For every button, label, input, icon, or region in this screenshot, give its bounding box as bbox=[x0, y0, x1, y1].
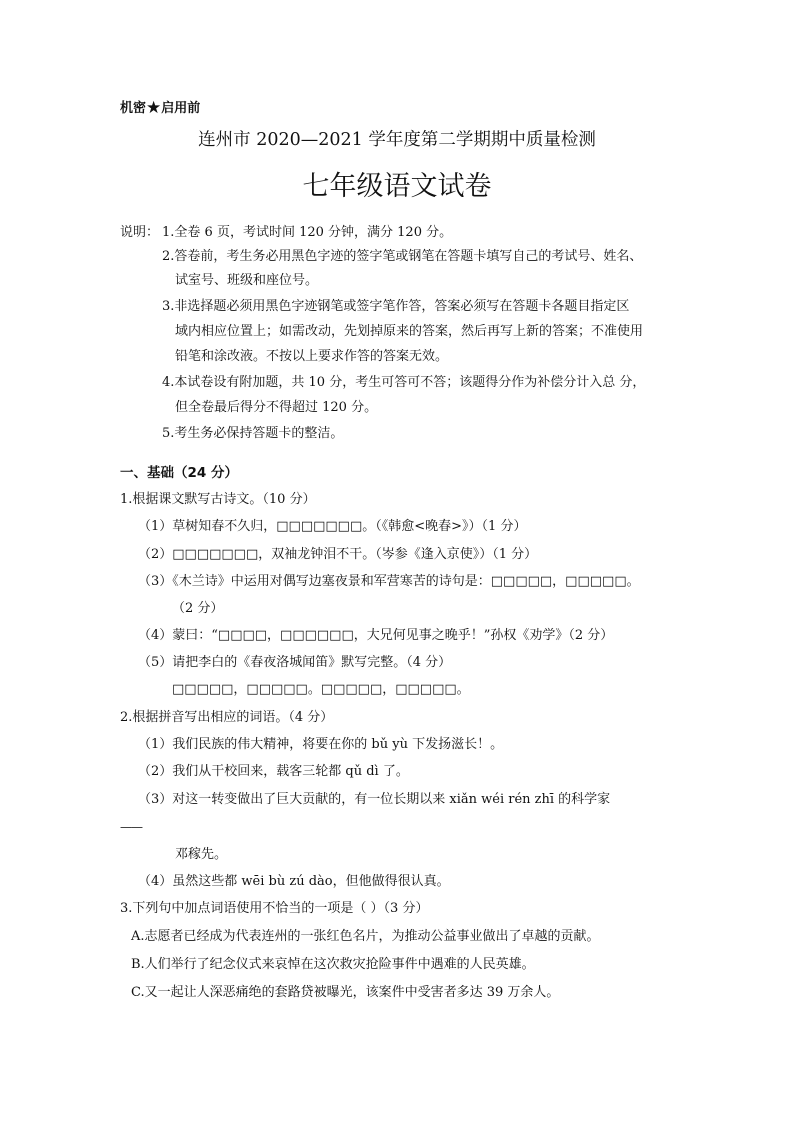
question-1-item: （1）草树知春不久归，□□□□□□□。（《韩愈<晚春>》）（1 分） bbox=[138, 519, 527, 534]
question-1-item: （4）蒙曰：“□□□□，□□□□□□，大兄何见事之晚乎！”孙权《劝学》（2 分） bbox=[138, 628, 614, 643]
instructions-label: 说明： bbox=[120, 225, 160, 240]
question-2-item: （2）我们从干校回来，载客三轮都 qǔ dì 了。 bbox=[138, 764, 409, 779]
instruction-line: 域内相应位置上；如需改动，先划掉原来的答案，然后再写上新的答案；不准使用 bbox=[175, 324, 644, 339]
instruction-line: 3.非选择题必须用黑色字迹钢笔或签字笔作答，答案必须写在答题卡各题目指定区 bbox=[162, 299, 630, 314]
question-1-stem: 1.根据课文默写古诗文。（10 分） bbox=[120, 492, 316, 507]
question-2-item: —— bbox=[120, 820, 142, 834]
question-1-item: （3）《木兰诗》中运用对偶写边塞夜景和军营寒苦的诗句是：□□□□□，□□□□□。 bbox=[138, 574, 640, 589]
question-3-stem: 3.下列句中加点词语使用不恰当的一项是（ ）（3 分） bbox=[120, 901, 429, 916]
question-1-item: □□□□□，□□□□□。□□□□□，□□□□□。 bbox=[172, 682, 470, 697]
question-1-item: （2 分） bbox=[172, 601, 224, 616]
instruction-line: 4.本试卷设有附加题，共 10 分，考生可答可不答；该题得分作为补偿分计入总 分， bbox=[162, 375, 646, 390]
question-3-option-b: B.人们举行了纪念仪式来哀悼在这次救灾抢险事件中遇难的人民英雄。 bbox=[131, 957, 535, 972]
instruction-line: 铅笔和涂改液。不按以上要求作答的答案无效。 bbox=[175, 349, 449, 364]
question-2-stem: 2.根据拼音写出相应的词语。（4 分） bbox=[120, 710, 334, 725]
instruction-line: 试室号、班级和座位号。 bbox=[175, 273, 319, 288]
question-1-item: （2）□□□□□□□，双袖龙钟泪不干。（岑参《逢入京使》）（1 分） bbox=[138, 547, 538, 562]
question-3-option-a: A.志愿者已经成为代表连州的一张红色名片，为推动公益事业做出了卓越的贡献。 bbox=[131, 929, 600, 944]
star-icon: ★ bbox=[146, 98, 162, 118]
exam-subtitle: 连州市 2020—2021 学年度第二学期期中质量检测 bbox=[198, 130, 596, 150]
question-2-item: （3）对这一转变做出了巨大贡献的，有一位长期以来 xiǎn wéi rén zhī 的科学家 bbox=[138, 792, 611, 807]
instruction-line: 但全卷最后得分不得超过 120 分。 bbox=[175, 400, 378, 415]
section-heading: 一、基础（24 分） bbox=[120, 465, 238, 481]
instruction-line: 5.考生务必保持答题卡的整洁。 bbox=[162, 426, 344, 441]
question-2-item: 邓稼先。 bbox=[175, 847, 228, 862]
question-3-option-c: C.又一起让人深恶痛绝的套路贷被曝光，该案件中受害者多达 39 万余人。 bbox=[131, 985, 560, 1000]
instruction-line: 1.全卷 6 页，考试时间 120 分钟，满分 120 分。 bbox=[162, 225, 453, 240]
secret-suffix: 启用前 bbox=[161, 101, 201, 116]
instruction-line: 2.答卷前，考生务必用黑色字迹的签字笔或钢笔在答题卡填写自己的考试号、姓名、 bbox=[162, 249, 643, 264]
question-1-item: （5）请把李白的《春夜洛城闻笛》默写完整。（4 分） bbox=[138, 655, 452, 670]
question-2-item: （1）我们民族的伟大精神，将要在你的 bǔ yù 下发扬滋长！。 bbox=[138, 737, 504, 752]
exam-title: 七年级语文试卷 bbox=[302, 171, 492, 202]
confidential-label bbox=[120, 98, 200, 118]
secret-prefix: 机密 bbox=[120, 101, 147, 116]
question-2-item: （4）虽然这些都 wēi bù zú dào，但他做得很认真。 bbox=[138, 874, 450, 889]
